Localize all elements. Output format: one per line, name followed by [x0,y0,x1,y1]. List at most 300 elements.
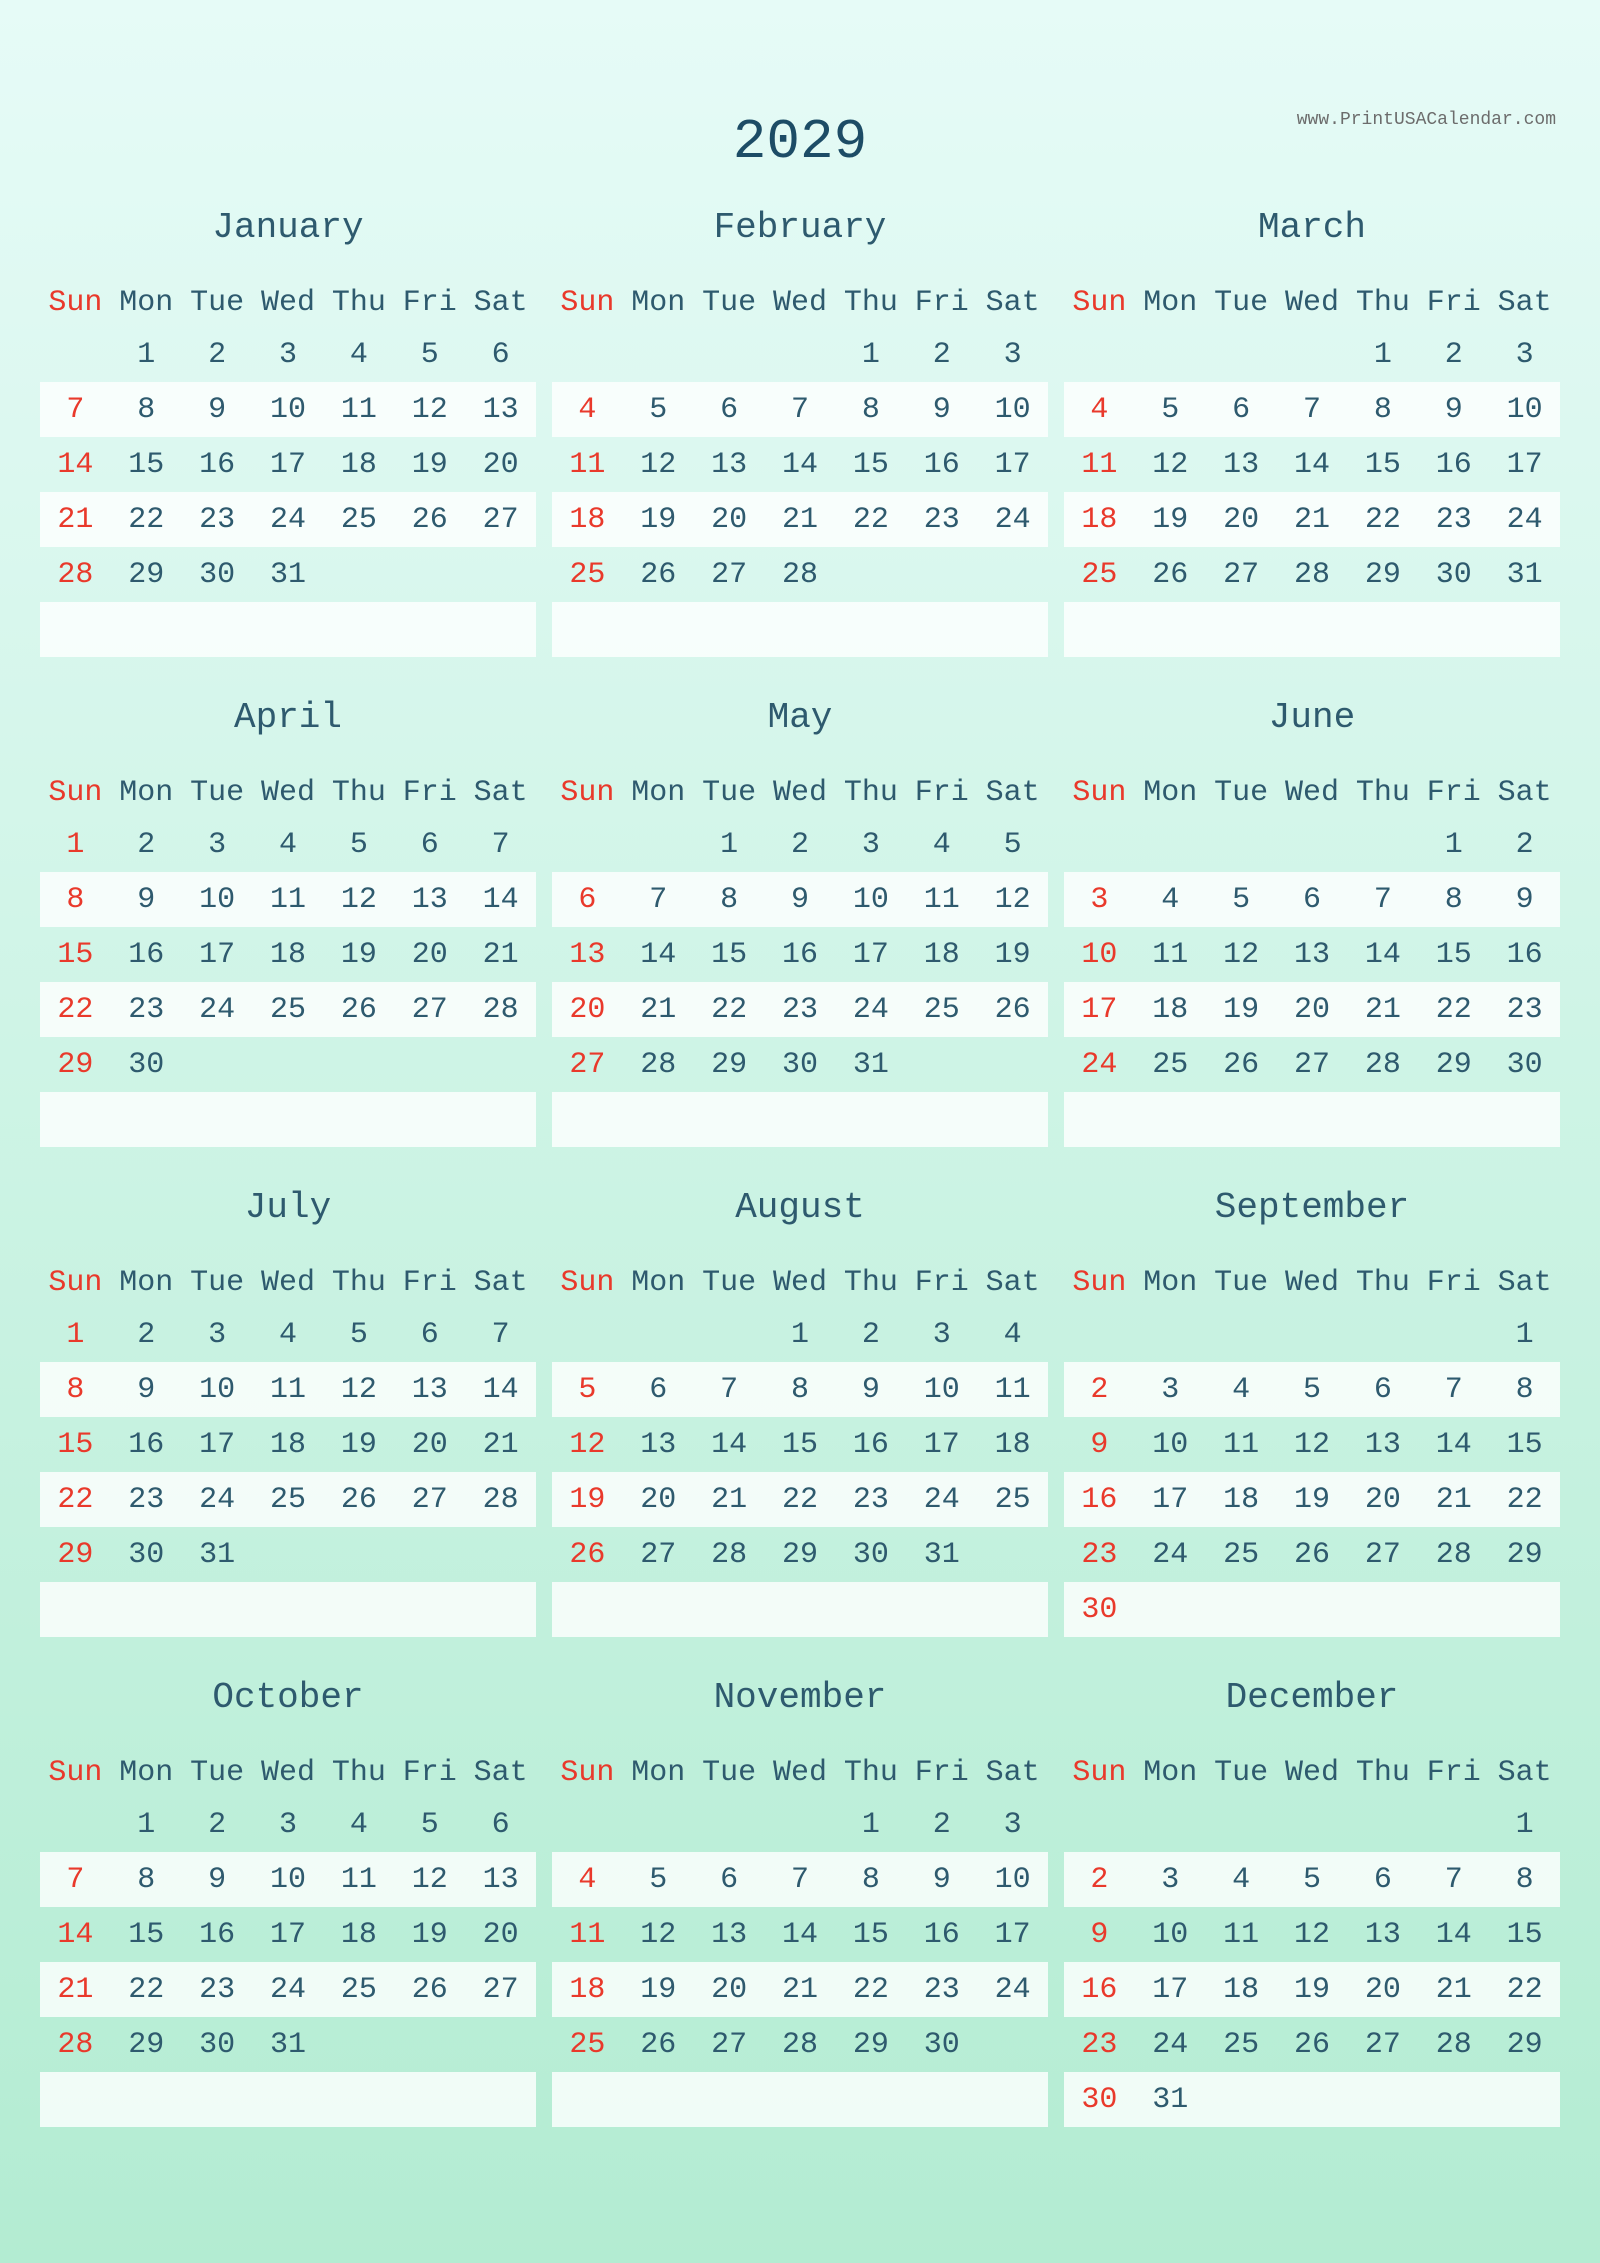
date-cell: 23 [1435,502,1472,537]
weekday-label: Tue [1214,1756,1269,1790]
date-cell: 2 [208,337,227,372]
date-cell: 30 [128,1047,165,1082]
date-cell: 23 [128,1482,165,1517]
date-cell: 5 [649,1862,668,1897]
week-row [552,817,1048,872]
week-row [552,1362,1048,1417]
date-cell: 10 [199,1372,236,1407]
date-cell: 21 [482,1427,519,1462]
date-cell: 30 [1081,2082,1118,2117]
date-cell: 13 [482,1862,519,1897]
week-row [40,2017,536,2072]
week-row [40,2072,536,2127]
date-cell: 13 [711,1917,748,1952]
date-cell: 25 [1081,557,1118,592]
date-cell: 3 [1515,337,1534,372]
date-cell: 7 [491,827,510,862]
date-cell: 11 [270,882,307,917]
date-cell: 25 [1223,2027,1260,2062]
weekday-label: Tue [702,1266,757,1300]
weekday-label: Sat [985,286,1040,320]
date-cell: 31 [923,1537,960,1572]
weekday-header-row [1064,1259,1560,1307]
date-cell: 22 [128,502,165,537]
date-cell: 11 [340,1862,377,1897]
date-cell: 28 [1364,1047,1401,1082]
weekday-label: Fri [1426,1266,1481,1300]
date-cell: 27 [1364,1537,1401,1572]
date-cell: 21 [1294,502,1331,537]
date-cell: 20 [569,992,606,1027]
date-cell: 17 [270,1917,307,1952]
weekday-label: Thu [1355,286,1410,320]
date-cell: 25 [923,992,960,1027]
date-cell: 22 [57,1482,94,1517]
week-row [552,1417,1048,1472]
date-cell: 2 [1090,1862,1109,1897]
date-cell: 1 [137,1807,156,1842]
date-cell: 19 [1152,502,1189,537]
weekday-label: Wed [261,1266,316,1300]
date-cell: 5 [420,337,439,372]
date-cell: 13 [482,392,519,427]
date-cell: 16 [199,1917,236,1952]
date-cell: 30 [199,2027,236,2062]
week-row [1064,382,1560,437]
week-row [40,1417,536,1472]
date-cell: 20 [711,502,748,537]
weekday-label: Sat [1497,1266,1552,1300]
date-cell: 21 [782,502,819,537]
date-cell: 11 [340,392,377,427]
weekday-label: Sat [1497,286,1552,320]
weekday-header-row [40,1749,536,1797]
date-cell: 15 [852,1917,889,1952]
weekday-label: Tue [190,286,245,320]
week-row [40,602,536,657]
date-cell: 22 [852,1972,889,2007]
date-cell: 31 [852,1047,889,1082]
weekday-label: Fri [914,1756,969,1790]
date-cell: 13 [1364,1427,1401,1462]
week-row [1064,1092,1560,1147]
date-cell: 14 [482,1372,519,1407]
date-cell: 29 [1506,2027,1543,2062]
date-cell: 26 [1294,1537,1331,1572]
date-cell: 29 [711,1047,748,1082]
weekday-label: Wed [773,776,828,810]
date-cell: 28 [57,2027,94,2062]
week-row [40,1962,536,2017]
date-cell: 27 [711,2027,748,2062]
weekday-label: Wed [261,776,316,810]
date-cell: 27 [711,557,748,592]
date-cell: 19 [411,1917,448,1952]
week-row [552,1582,1048,1637]
date-cell: 16 [1081,1482,1118,1517]
month-november [552,1673,1048,2127]
date-cell: 9 [137,1372,156,1407]
month-title-june: June [1268,697,1356,738]
date-cell: 16 [199,447,236,482]
date-cell: 3 [1161,1372,1180,1407]
weekday-label: Mon [631,286,686,320]
date-cell: 1 [137,337,156,372]
date-cell: 14 [57,447,94,482]
date-cell: 1 [1515,1317,1534,1352]
date-cell: 9 [1444,392,1463,427]
date-cell: 2 [861,1317,880,1352]
week-row [40,1092,536,1147]
date-cell: 16 [128,937,165,972]
date-cell: 3 [279,337,298,372]
weekday-label: Sat [473,1756,528,1790]
date-cell: 19 [1294,1972,1331,2007]
weekday-header-row [40,279,536,327]
date-cell: 17 [994,447,1031,482]
date-cell: 30 [1506,1047,1543,1082]
date-cell: 11 [1223,1917,1260,1952]
weekday-header-row [1064,1749,1560,1797]
date-cell: 21 [1435,1972,1472,2007]
week-row [1064,1417,1560,1472]
week-row [552,1472,1048,1527]
date-cell: 16 [782,937,819,972]
weekday-label: Thu [1355,1756,1410,1790]
date-cell: 30 [923,2027,960,2062]
week-row [1064,1852,1560,1907]
weekday-label: Fri [1426,286,1481,320]
weekday-label: Tue [190,1756,245,1790]
date-cell: 2 [137,1317,156,1352]
month-september [1064,1183,1560,1637]
weekday-label: Tue [702,776,757,810]
week-row [1064,982,1560,1037]
week-row [552,2072,1048,2127]
date-cell: 23 [923,1972,960,2007]
date-cell: 24 [270,1972,307,2007]
weekday-label: Tue [702,1756,757,1790]
date-cell: 12 [1223,937,1260,972]
date-cell: 13 [411,882,448,917]
date-cell: 5 [1303,1862,1322,1897]
weekday-header-row [1064,279,1560,327]
date-cell: 23 [1081,2027,1118,2062]
weekday-label: Fri [402,1756,457,1790]
date-cell: 22 [782,1482,819,1517]
date-cell: 10 [994,392,1031,427]
week-row [552,492,1048,547]
week-row [40,437,536,492]
date-cell: 21 [782,1972,819,2007]
date-cell: 15 [1506,1427,1543,1462]
week-row [1064,1797,1560,1852]
date-cell: 6 [491,337,510,372]
weekday-label: Wed [1285,286,1340,320]
date-cell: 8 [66,882,85,917]
weekday-label: Tue [1214,776,1269,810]
date-cell: 22 [1364,502,1401,537]
date-cell: 12 [1294,1427,1331,1462]
date-cell: 4 [1003,1317,1022,1352]
date-cell: 17 [1152,1972,1189,2007]
week-row [40,1852,536,1907]
weekday-label: Sun [48,286,103,320]
date-cell: 26 [1152,557,1189,592]
date-cell: 9 [932,1862,951,1897]
date-cell: 7 [1444,1862,1463,1897]
week-row [552,1092,1048,1147]
week-row [552,927,1048,982]
date-cell: 20 [1364,1482,1401,1517]
date-cell: 26 [640,2027,677,2062]
date-cell: 4 [349,337,368,372]
weekday-header-row [1064,769,1560,817]
weekday-label: Sun [48,776,103,810]
date-cell: 10 [1081,937,1118,972]
date-cell: 6 [1303,882,1322,917]
date-cell: 24 [1152,1537,1189,1572]
date-cell: 22 [1506,1482,1543,1517]
date-cell: 2 [1444,337,1463,372]
date-cell: 12 [640,1917,677,1952]
date-cell: 15 [57,1427,94,1462]
date-cell: 9 [1090,1427,1109,1462]
date-cell: 2 [137,827,156,862]
date-cell: 9 [861,1372,880,1407]
date-cell: 5 [349,827,368,862]
date-cell: 26 [340,992,377,1027]
weekday-label: Thu [331,286,386,320]
date-cell: 15 [1506,1917,1543,1952]
weekday-header-row [552,769,1048,817]
week-row [552,437,1048,492]
date-cell: 10 [199,882,236,917]
month-february [552,203,1048,657]
date-cell: 21 [711,1482,748,1517]
weekday-label: Mon [1143,1266,1198,1300]
date-cell: 13 [1364,1917,1401,1952]
date-cell: 14 [57,1917,94,1952]
date-cell: 12 [340,1372,377,1407]
date-cell: 17 [270,447,307,482]
date-cell: 30 [852,1537,889,1572]
date-cell: 30 [199,557,236,592]
weekday-label: Sun [560,1266,615,1300]
date-cell: 29 [57,1047,94,1082]
date-cell: 27 [569,1047,606,1082]
date-cell: 29 [128,2027,165,2062]
date-cell: 16 [128,1427,165,1462]
date-cell: 14 [1435,1427,1472,1462]
date-cell: 24 [199,992,236,1027]
date-cell: 7 [791,392,810,427]
weekday-header-row [552,279,1048,327]
date-cell: 10 [923,1372,960,1407]
date-cell: 5 [1161,392,1180,427]
date-cell: 20 [1364,1972,1401,2007]
weekday-label: Sat [473,286,528,320]
date-cell: 10 [1152,1917,1189,1952]
date-cell: 21 [1435,1482,1472,1517]
week-row [552,982,1048,1037]
week-row [552,1962,1048,2017]
date-cell: 10 [270,392,307,427]
weekday-label: Sun [560,1756,615,1790]
weekday-label: Mon [119,1266,174,1300]
date-cell: 31 [270,2027,307,2062]
date-cell: 9 [208,1862,227,1897]
weekday-label: Mon [1143,776,1198,810]
date-cell: 9 [791,882,810,917]
date-cell: 24 [923,1482,960,1517]
weekday-label: Sat [985,776,1040,810]
date-cell: 1 [66,827,85,862]
month-may [552,693,1048,1147]
week-row [552,1527,1048,1582]
date-cell: 11 [1223,1427,1260,1462]
date-cell: 4 [1161,882,1180,917]
date-cell: 14 [1294,447,1331,482]
date-cell: 25 [569,2027,606,2062]
weekday-header-row [40,1259,536,1307]
date-cell: 16 [1506,937,1543,972]
date-cell: 22 [57,992,94,1027]
weekday-label: Wed [1285,1266,1340,1300]
date-cell: 23 [199,1972,236,2007]
week-row [1064,927,1560,982]
weekday-label: Thu [843,776,898,810]
date-cell: 30 [782,1047,819,1082]
date-cell: 27 [1294,1047,1331,1082]
date-cell: 31 [1152,2082,1189,2117]
date-cell: 24 [199,1482,236,1517]
date-cell: 7 [649,882,668,917]
date-cell: 4 [578,392,597,427]
date-cell: 3 [1161,1862,1180,1897]
weekday-label: Sun [1072,1756,1127,1790]
weekday-label: Wed [773,1756,828,1790]
week-row [1064,1962,1560,2017]
date-cell: 28 [711,1537,748,1572]
date-cell: 4 [279,827,298,862]
week-row [1064,2017,1560,2072]
date-cell: 7 [66,392,85,427]
week-row [40,817,536,872]
date-cell: 15 [128,1917,165,1952]
date-cell: 21 [482,937,519,972]
date-cell: 22 [1435,992,1472,1027]
date-cell: 11 [1081,447,1118,482]
weekday-label: Fri [1426,776,1481,810]
date-cell: 3 [932,1317,951,1352]
date-cell: 26 [640,557,677,592]
months-grid [40,203,1560,2127]
date-cell: 20 [411,1427,448,1462]
date-cell: 18 [569,1972,606,2007]
date-cell: 25 [270,992,307,1027]
date-cell: 27 [411,992,448,1027]
week-row [1064,1582,1560,1637]
weekday-label: Fri [402,1266,457,1300]
year-title: 2029 [732,110,868,174]
date-cell: 28 [782,557,819,592]
month-august [552,1183,1048,1637]
date-cell: 17 [199,937,236,972]
date-cell: 4 [578,1862,597,1897]
weekday-label: Mon [119,286,174,320]
date-cell: 6 [720,1862,739,1897]
date-cell: 15 [57,937,94,972]
month-title-september: September [1214,1187,1410,1228]
weekday-header-row [552,1259,1048,1307]
date-cell: 13 [711,447,748,482]
date-cell: 12 [1152,447,1189,482]
date-cell: 26 [994,992,1031,1027]
date-cell: 17 [852,937,889,972]
date-cell: 27 [411,1482,448,1517]
week-row [40,1582,536,1637]
date-cell: 5 [578,1372,597,1407]
weekday-label: Thu [331,1756,386,1790]
weekday-label: Sun [48,1266,103,1300]
weekday-label: Tue [190,776,245,810]
date-cell: 30 [1435,557,1472,592]
weekday-label: Sat [473,776,528,810]
date-cell: 18 [994,1427,1031,1462]
date-cell: 1 [720,827,739,862]
date-cell: 29 [852,2027,889,2062]
date-cell: 10 [1152,1427,1189,1462]
date-cell: 2 [791,827,810,862]
date-cell: 28 [57,557,94,592]
date-cell: 26 [1294,2027,1331,2062]
date-cell: 4 [932,827,951,862]
date-cell: 13 [411,1372,448,1407]
date-cell: 23 [1081,1537,1118,1572]
date-cell: 23 [199,502,236,537]
date-cell: 25 [569,557,606,592]
date-cell: 14 [1364,937,1401,972]
week-row [40,1527,536,1582]
date-cell: 7 [720,1372,739,1407]
date-cell: 28 [1435,1537,1472,1572]
date-cell: 30 [1081,1592,1118,1627]
weekday-label: Wed [1285,776,1340,810]
date-cell: 14 [782,447,819,482]
date-cell: 24 [1506,502,1543,537]
date-cell: 12 [411,1862,448,1897]
date-cell: 5 [649,392,668,427]
date-cell: 21 [57,1972,94,2007]
weekday-label: Wed [261,286,316,320]
date-cell: 18 [923,937,960,972]
date-cell: 4 [279,1317,298,1352]
date-cell: 3 [1090,882,1109,917]
date-cell: 8 [791,1372,810,1407]
month-title-november: November [713,1677,887,1718]
date-cell: 18 [1152,992,1189,1027]
date-cell: 2 [932,1807,951,1842]
weekday-label: Mon [631,1756,686,1790]
week-row [1064,547,1560,602]
date-cell: 8 [1515,1862,1534,1897]
date-cell: 4 [1232,1372,1251,1407]
date-cell: 8 [861,1862,880,1897]
website-url: www.PrintUSACalendar.com [1296,110,1556,130]
date-cell: 21 [1364,992,1401,1027]
date-cell: 6 [420,1317,439,1352]
